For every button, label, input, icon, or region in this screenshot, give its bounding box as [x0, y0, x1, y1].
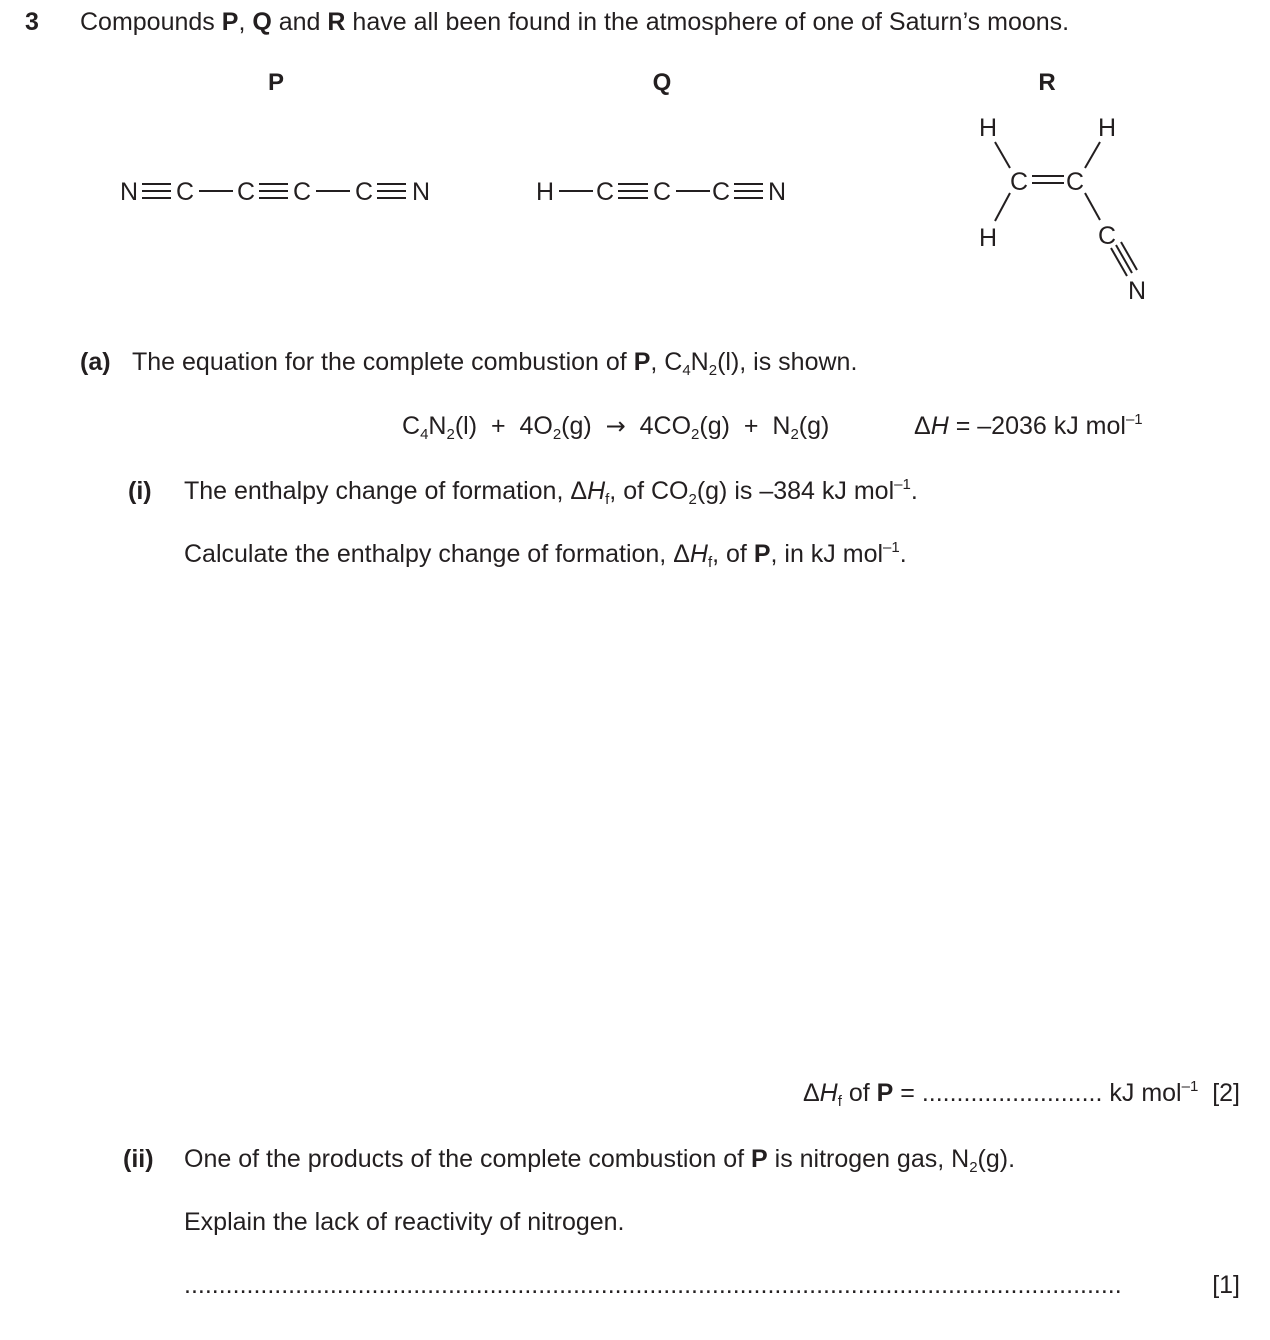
part-i-line1: The enthalpy change of formation, $\Delta H_f$, of $CO_2(g)$ is –384 kJ mol$^{-1}$.: [184, 476, 918, 508]
part-i-label: (i): [128, 477, 152, 505]
atom: C: [175, 178, 195, 206]
question-intro: Compounds P, Q and R have all been found in the atmosphere of one of Saturn’s moons.: [80, 8, 1070, 36]
part-ii-line2: Explain the lack of reactivity of nitrogen.: [184, 1208, 625, 1236]
answer-dots: .......................................................................................................................................: [184, 1273, 1122, 1298]
part-ii-line1: One of the products of the complete combustion of P is nitrogen gas, $N_2(g)$.: [184, 1145, 1016, 1176]
enthalpy-value: ΔH = –2036 kJ mol$^{-1}$: [914, 411, 1143, 440]
atom: C: [652, 178, 672, 206]
atom: C: [236, 178, 256, 206]
atom: H: [978, 224, 998, 252]
marks: [2]: [1212, 1079, 1240, 1107]
answer-line-ii[interactable]: [184, 1273, 1240, 1298]
part-ii-label: (ii): [123, 1145, 154, 1173]
answer-line-i[interactable]: $\Delta H_f$ of P = .......................... kJ mol$^{-1}$ [2]: [802, 1078, 1240, 1110]
atom: N: [1127, 277, 1147, 305]
question-number: 3: [25, 8, 39, 36]
structure-q: [536, 178, 786, 206]
atom: C: [711, 178, 731, 206]
structure-label-p: P: [267, 69, 285, 96]
part-i-line2: Calculate the enthalpy change of formation, $\Delta H_f$, of P, in kJ mol$^{-1}$.: [184, 539, 907, 571]
atom: H: [978, 114, 998, 142]
atom: C: [354, 178, 374, 206]
structure-p: [120, 178, 430, 206]
atom: C: [1097, 222, 1117, 250]
atom: N: [767, 178, 787, 206]
structures-figure: [0, 0, 1270, 320]
part-a-text: The equation for the complete combustion of P, $C_4N_2(l)$, is shown.: [132, 348, 858, 379]
atom: N: [119, 178, 139, 206]
atom: C: [595, 178, 615, 206]
atom: C: [292, 178, 312, 206]
part-a-label: (a): [80, 348, 111, 376]
structure-label-r: R: [1038, 69, 1056, 96]
marks-ii: [1]: [1202, 1273, 1240, 1298]
answer-dots: ..........................: [921, 1079, 1103, 1107]
atom: H: [1097, 114, 1117, 142]
atom: C: [1009, 168, 1029, 196]
atom: N: [411, 178, 431, 206]
atom: H: [535, 178, 555, 206]
structure-label-q: Q: [652, 69, 672, 96]
atom: C: [1065, 168, 1085, 196]
combustion-equation: $C_4N_2(l) + 4O_2(g) \to 4CO_2(g) + N_2(g)$: [402, 412, 830, 443]
structure-r: [979, 114, 1146, 305]
